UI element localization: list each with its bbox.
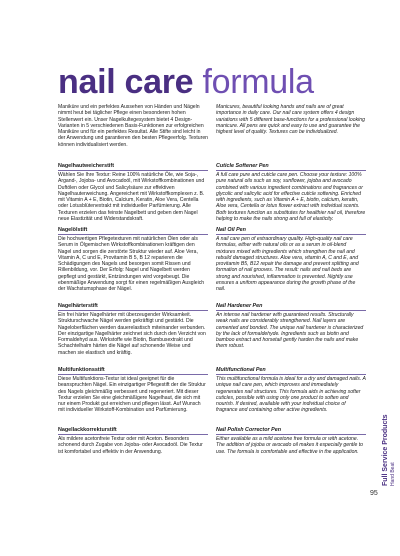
section-heading: Multifunktionsstift (58, 367, 208, 375)
intro-german: Maniküre und ein perfektes Aussehen von Händen und Nägeln nimmt heut bei täglicher Pflege einen besonderen hohen Stellenwert ein. Unser Nagelkultegesystem bietet 4 Design-Varianten in 5 verschiedenen Basis-Funktionen zur erfolgreichen Maniküre und für ein perfektes Resultat. Alle Stifte sind leicht in der Anwendung und garantieren den besten Pflegeerfolg. Texturen können individualisiert werden. (58, 104, 208, 148)
title-bold: nail care (58, 63, 194, 101)
intro-english: Manicures, beautiful looking hands and nails are of great importance in daily care. Our nail care system offers 4 design variations with 5 different base-functions for a professional looking manicure. All pens are quick and easy to use and guarantee the highest level of quality. Textures can be individualized. (216, 104, 365, 136)
section-text: Wählen Sie Ihre Textur: Reine 100% natürliche Öle, wie Soja-, Argand-, Jojoba- und Avocadoöl, mit Wirkstoffkombinationen und Duftölen oder Glycol und Salicylsäure zur effektiven Nagelhauterweichung. Angereichert mit Wirkstoffkomplexen z. B. mit Vitamin A + E, Biotin, Calcium, Keratin, Aloe Vera, Centella oder Lotusblütenextrakt mit individueller Parfümierung. Alle Texturen erzielen das feinste Nagelbett und geben dem Nagel neue Elastizität und Widerstandskraft. (58, 171, 205, 223)
section-text: Die hochwertigen Pflegetexturen mit natürlichen Ölen oder als Serum in Ölgemischen Wirkstoffkombinationen kräftigen den Nagel und sorgen die zerstörte Struktur wieder auf. Aloe Vera, Vitamin A, C und E, Provitamin B 5, B 12 reparieren die Schädigungen des Nagels und besorgen somit Rissen und Rillenbildung, vor. Der Erfolg: Nagel und Nagelbett werden gepflegt und gestärkt, Entzündungen wird vorgebeugt. Die ebenmäßige Anwendung sorgt für einen regelmäßigen Ausgleich der Wachstumsphase der Nägel. (58, 235, 205, 293)
section-en-nail-oil (216, 227, 366, 293)
section-text: An intense nail hardener with guaranteed results. Structurally weak nails are considerably strengthened. Nail layers are cemented and bonded. The unique nail hardener is characterized by the lack of formaldehyde. Ingredients such as biotin and bamboo extract and horsetail gently harden the nails and make them robust. (216, 311, 364, 350)
section-text: Ein frei härter Nagelhärter mit überzeugender Wirksamkeit. Strukturschwache Nägel werden gekräftigt und gestärkt. Die Nageloberflächen werden dauerelastisch miteinander verbunden. Der einzigartige Nagelhärter zeichnet sich durch den Verzicht von Formaldehyd aus. Wirkstoffe wie Biotin, Bambusextrakt und Schachtelhalm härten die Nägel auf schonende Weise und machen sie elastisch und kräftig. (58, 311, 206, 356)
section-text: Diese Multifunktions-Textur ist ideal geeignet für die beanspruchten Nägel. Ein einzigartiger Pflegestift der die Struktur des Nagels gleichmäßig verbessert und regeneriert. Mit dieser Textur erzielen Sie eine gleichmäßigere Nagelhaut, die sich mit nur einem Produkt gut erreichen und pflegen lässt. Auf Wunsch mit individueller Wirkstoff-Kombination und Parfümierung. (58, 375, 206, 414)
section-de-nail-hardener (58, 303, 208, 356)
section-heading: Cuticle Softener Pen (216, 163, 366, 171)
section-text: This multifunctional formula is ideal for a dry and damaged nails. A unique nail care pen, which improves and immediately regenerates nail structures. This formula aids in achieving softer cuticles, possible with using only one product to soften and nourish. If desired, available with your individual choice of fragrance and containing other active ingredients. (216, 375, 366, 414)
section-heading: Nagellackkorrekturstift (58, 427, 208, 435)
section-de-multifunctional (58, 367, 208, 414)
section-de-nail-oil (58, 227, 208, 293)
section-en-cuticle-softener (216, 163, 366, 222)
section-text: A full care pure and cuticle care pen. Choose your texture: 100% pure natural oils such as soy, sunflower, jojoba and avocado combined with various ingredient combinations and fragrances or glycolic and salicylic acid for effective cuticle softening. Enriched with ingredients, such as Vitamin A + E, biotin, calcium, keratin, Aloe vera, Centella or lotus flower extract with individual scents. Both textures function as substitutes for healthier nail oil, therefore helping to make the nails strong and full of elasticity. (216, 171, 366, 223)
side-label-line1: Full Service Products (382, 414, 389, 486)
section-text: Either available as a mild acetone free formula or with acetone. The addition of jojoba or avocado oil makes it especially gentle to use. The formula is comfortable and effective in the application. (216, 435, 363, 455)
section-en-nail-hardener (216, 303, 366, 350)
section-en-polish-corrector (216, 427, 366, 455)
section-heading: Multifunctional Pen (216, 367, 366, 375)
section-en-multifunctional (216, 367, 366, 414)
side-label-line2: Hand Beat (390, 462, 396, 486)
section-heading: Nail Polish Corrector Pen (216, 427, 366, 435)
side-category-label (382, 414, 396, 486)
page-title (58, 62, 314, 102)
section-heading: Nail Oil Pen (216, 227, 366, 235)
section-text: A nail care pen of extraordinary quality. High-quality nail care formulas, either with natural oils or as a serum in oil-blend mixtures mixed with ingredients which strengthen the nail and rebuild damaged structures. Aloe vera, vitamin A, C and E, and provitamin B5, B12 repair the damage and prevent splitting and formation of nail grooves. The result: nails and nail beds are strong and nourished, inflammation is prevented. Nightly use ensures a uniform appearance during the growth phase of the nail. (216, 235, 359, 293)
section-heading: Nagelhärterstift (58, 303, 208, 311)
section-heading: Nagelölstift (58, 227, 208, 235)
section-de-polish-corrector (58, 427, 208, 455)
section-heading: Nagelhautweicherstift (58, 163, 208, 171)
section-text: Als mildere acetonfreie Textur oder mit Aceton. Besonders schonend durch Zugabe von Jojoba- oder Avocadoöl. Die Textur ist komfortabel und effektiv in der Anwendung. (58, 435, 203, 455)
section-de-cuticle-softener (58, 163, 208, 222)
title-light: formula (202, 63, 314, 101)
section-heading: Nail Hardener Pen (216, 303, 366, 311)
page-number: 95 (370, 490, 378, 497)
